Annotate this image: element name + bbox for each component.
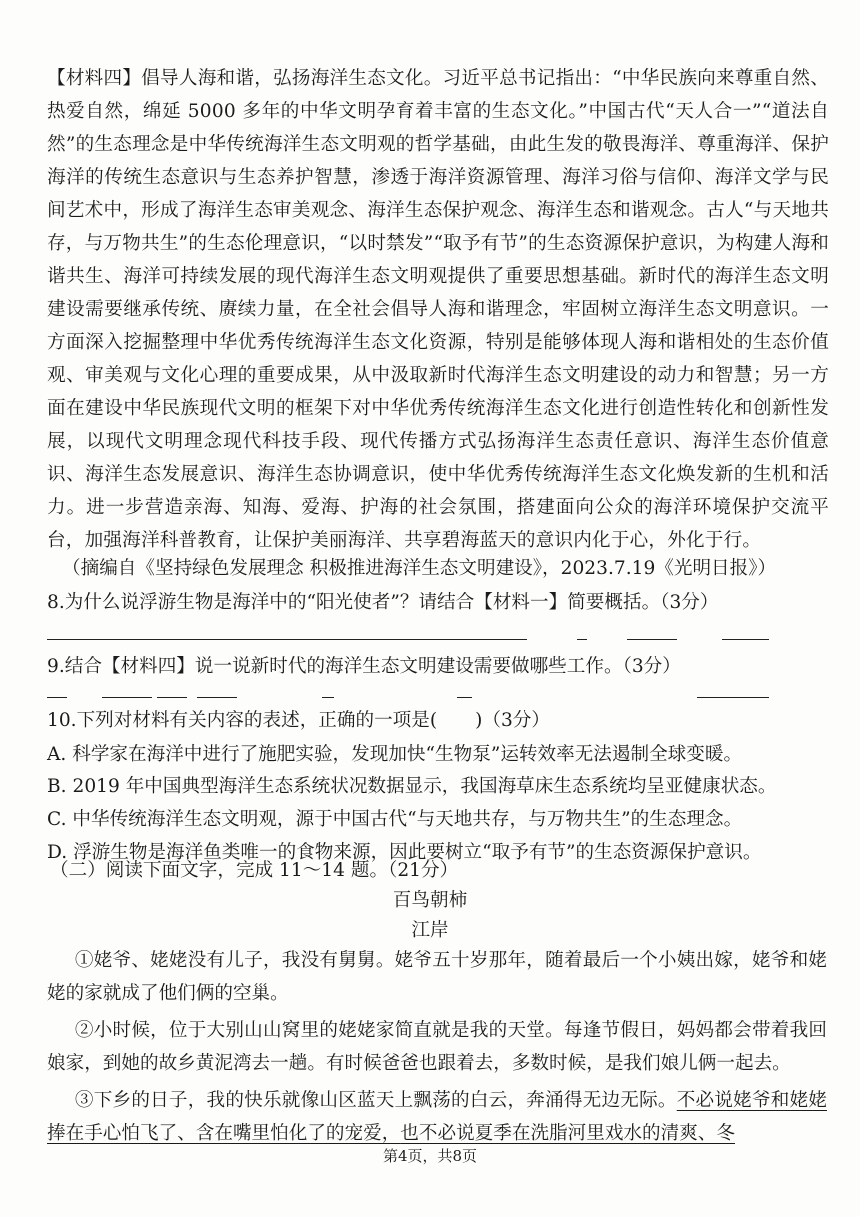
- underlined-sentence-continued: 也不必说夏季在洗脂河里戏水的清爽、冬: [400, 1123, 735, 1144]
- option-c: C. 中华传统海洋生态文明观，源于中国古代“与天地共存，与万物共生”的生态理念。: [47, 809, 743, 830]
- material-4-source: （摘编自《坚持绿色发展理念 积极推进海洋生态文明建设》，2023.7.19《光明日报》）: [62, 558, 777, 579]
- underlined-sentence: 不必说姥爷和姥姥捧在手心怕飞了、含在嘴里怕化了的宠爱，: [47, 1090, 827, 1144]
- option-b: B. 2019 年中国典型海洋生态系统状况数据显示，我国海草床生态系统均呈亚健康状态。: [47, 776, 777, 797]
- question-10: [47, 706, 550, 732]
- question-8: 8.为什么说浮游生物是海洋中的“阳光使者”？请结合【材料一】简要概括。（3分）: [47, 592, 719, 613]
- section-2-heading: （二）阅读下面文字，完成 11～14 题。（21分）: [50, 860, 459, 881]
- page-footer: 第4页，共8页: [382, 1147, 478, 1165]
- story-paragraph-3: [47, 1084, 827, 1150]
- option-d: D. 浮游生物是海洋鱼类唯一的食物来源，因此要树立“取予有节”的生态资源保护意识。: [47, 842, 762, 863]
- answer-line-q9[interactable]: [47, 658, 769, 698]
- question-9: 9.结合【材料四】说一说新时代的海洋生态文明建设需要做哪些工作。（3分）: [47, 656, 681, 677]
- option-a: A. 科学家在海洋中进行了施肥实验，发现加快“生物泵”运转效率无法遏制全球变暖。: [47, 744, 743, 765]
- story-paragraph-3-start: ③下乡的日子，我的快乐就像山区蓝天上飘荡的白云，奔涌得无边无际。: [74, 1090, 677, 1111]
- story-body: [47, 944, 827, 1154]
- story-author: 江岸: [411, 920, 449, 941]
- story-paragraph-2: ②小时候，位于大别山山窝里的姥姥家简直就是我的天堂。每逢节假日，妈妈都会带着我回娘家，到她的故乡黄泥湾去一趟。有时候爸爸也跟着去，多数时候，是我们娘儿俩一起去。: [47, 1020, 827, 1074]
- answer-line-q8[interactable]: [47, 600, 769, 640]
- material-4-block: [47, 62, 829, 557]
- question-10-stem: 10.下列对材料有关内容的表述，正确的一项是(: [47, 710, 438, 731]
- question-10-tail: )（3分）: [475, 710, 550, 731]
- story-title: 百鸟朝柿: [392, 890, 468, 911]
- story-paragraph-1: ①姥爷、姥姥没有儿子，我没有舅舅。姥爷五十岁那年，随着最后一个小姨出嫁，姥爷和姥姥的家就成了他们俩的空巢。: [47, 950, 827, 1004]
- material-4-paragraph: 【材料四】倡导人海和谐，弘扬海洋生态文化。习近平总书记指出：“中华民族向来尊重自然、热爱自然，绵延 5000 多年的中华文明孕育着丰富的生态文化。”中国古代“天人合一”“道法自然”的生态理念是中华传统海洋生态文明观的哲学基础，由此生发的敬畏海洋、尊重海洋、保护海洋的传统生态意识与生态养护智慧，渗透于海洋资源管理、海洋习俗与信仰、海洋文学与民间艺术中，形成了海洋生态审美观念、海洋生态保护观念、海洋生态和谐观念。古人“与天地共存，与万物共生”的生态伦理意识，“以时禁发”“取予有节”的生态资源保护意识，为构建人海和谐共生、海洋可持续发展的现代海洋生态文明观提供了重要思想基础。新时代的海洋生态文明建设需要继承传统、赓续力量，在全社会倡导人海和谐理念，牢固树立海洋生态文明意识。一方面深入挖掘整理中华优秀传统海洋生态文化资源，特别是能够体现人海和谐相处的生态价值观、审美观与文化心理的重要成果，从中汲取新时代海洋生态文明建设的动力和智慧；另一方面在建设中华民族现代文明的框架下对中华优秀传统海洋生态文化进行创造性转化和创新性发展，以现代文明理念现代科技手段、现代传播方式弘扬海洋生态责任意识、海洋生态价值意识、海洋生态发展意识、海洋生态协调意识，使中华优秀传统海洋生态文化焕发新的生机和活力。进一步营造亲海、知海、爱海、护海的社会氛围，搭建面向公众的海洋环境保护交流平台，加强海洋科普教育，让保护美丽海洋、共享碧海蓝天的意识内化于心，外化于行。: [47, 68, 829, 551]
